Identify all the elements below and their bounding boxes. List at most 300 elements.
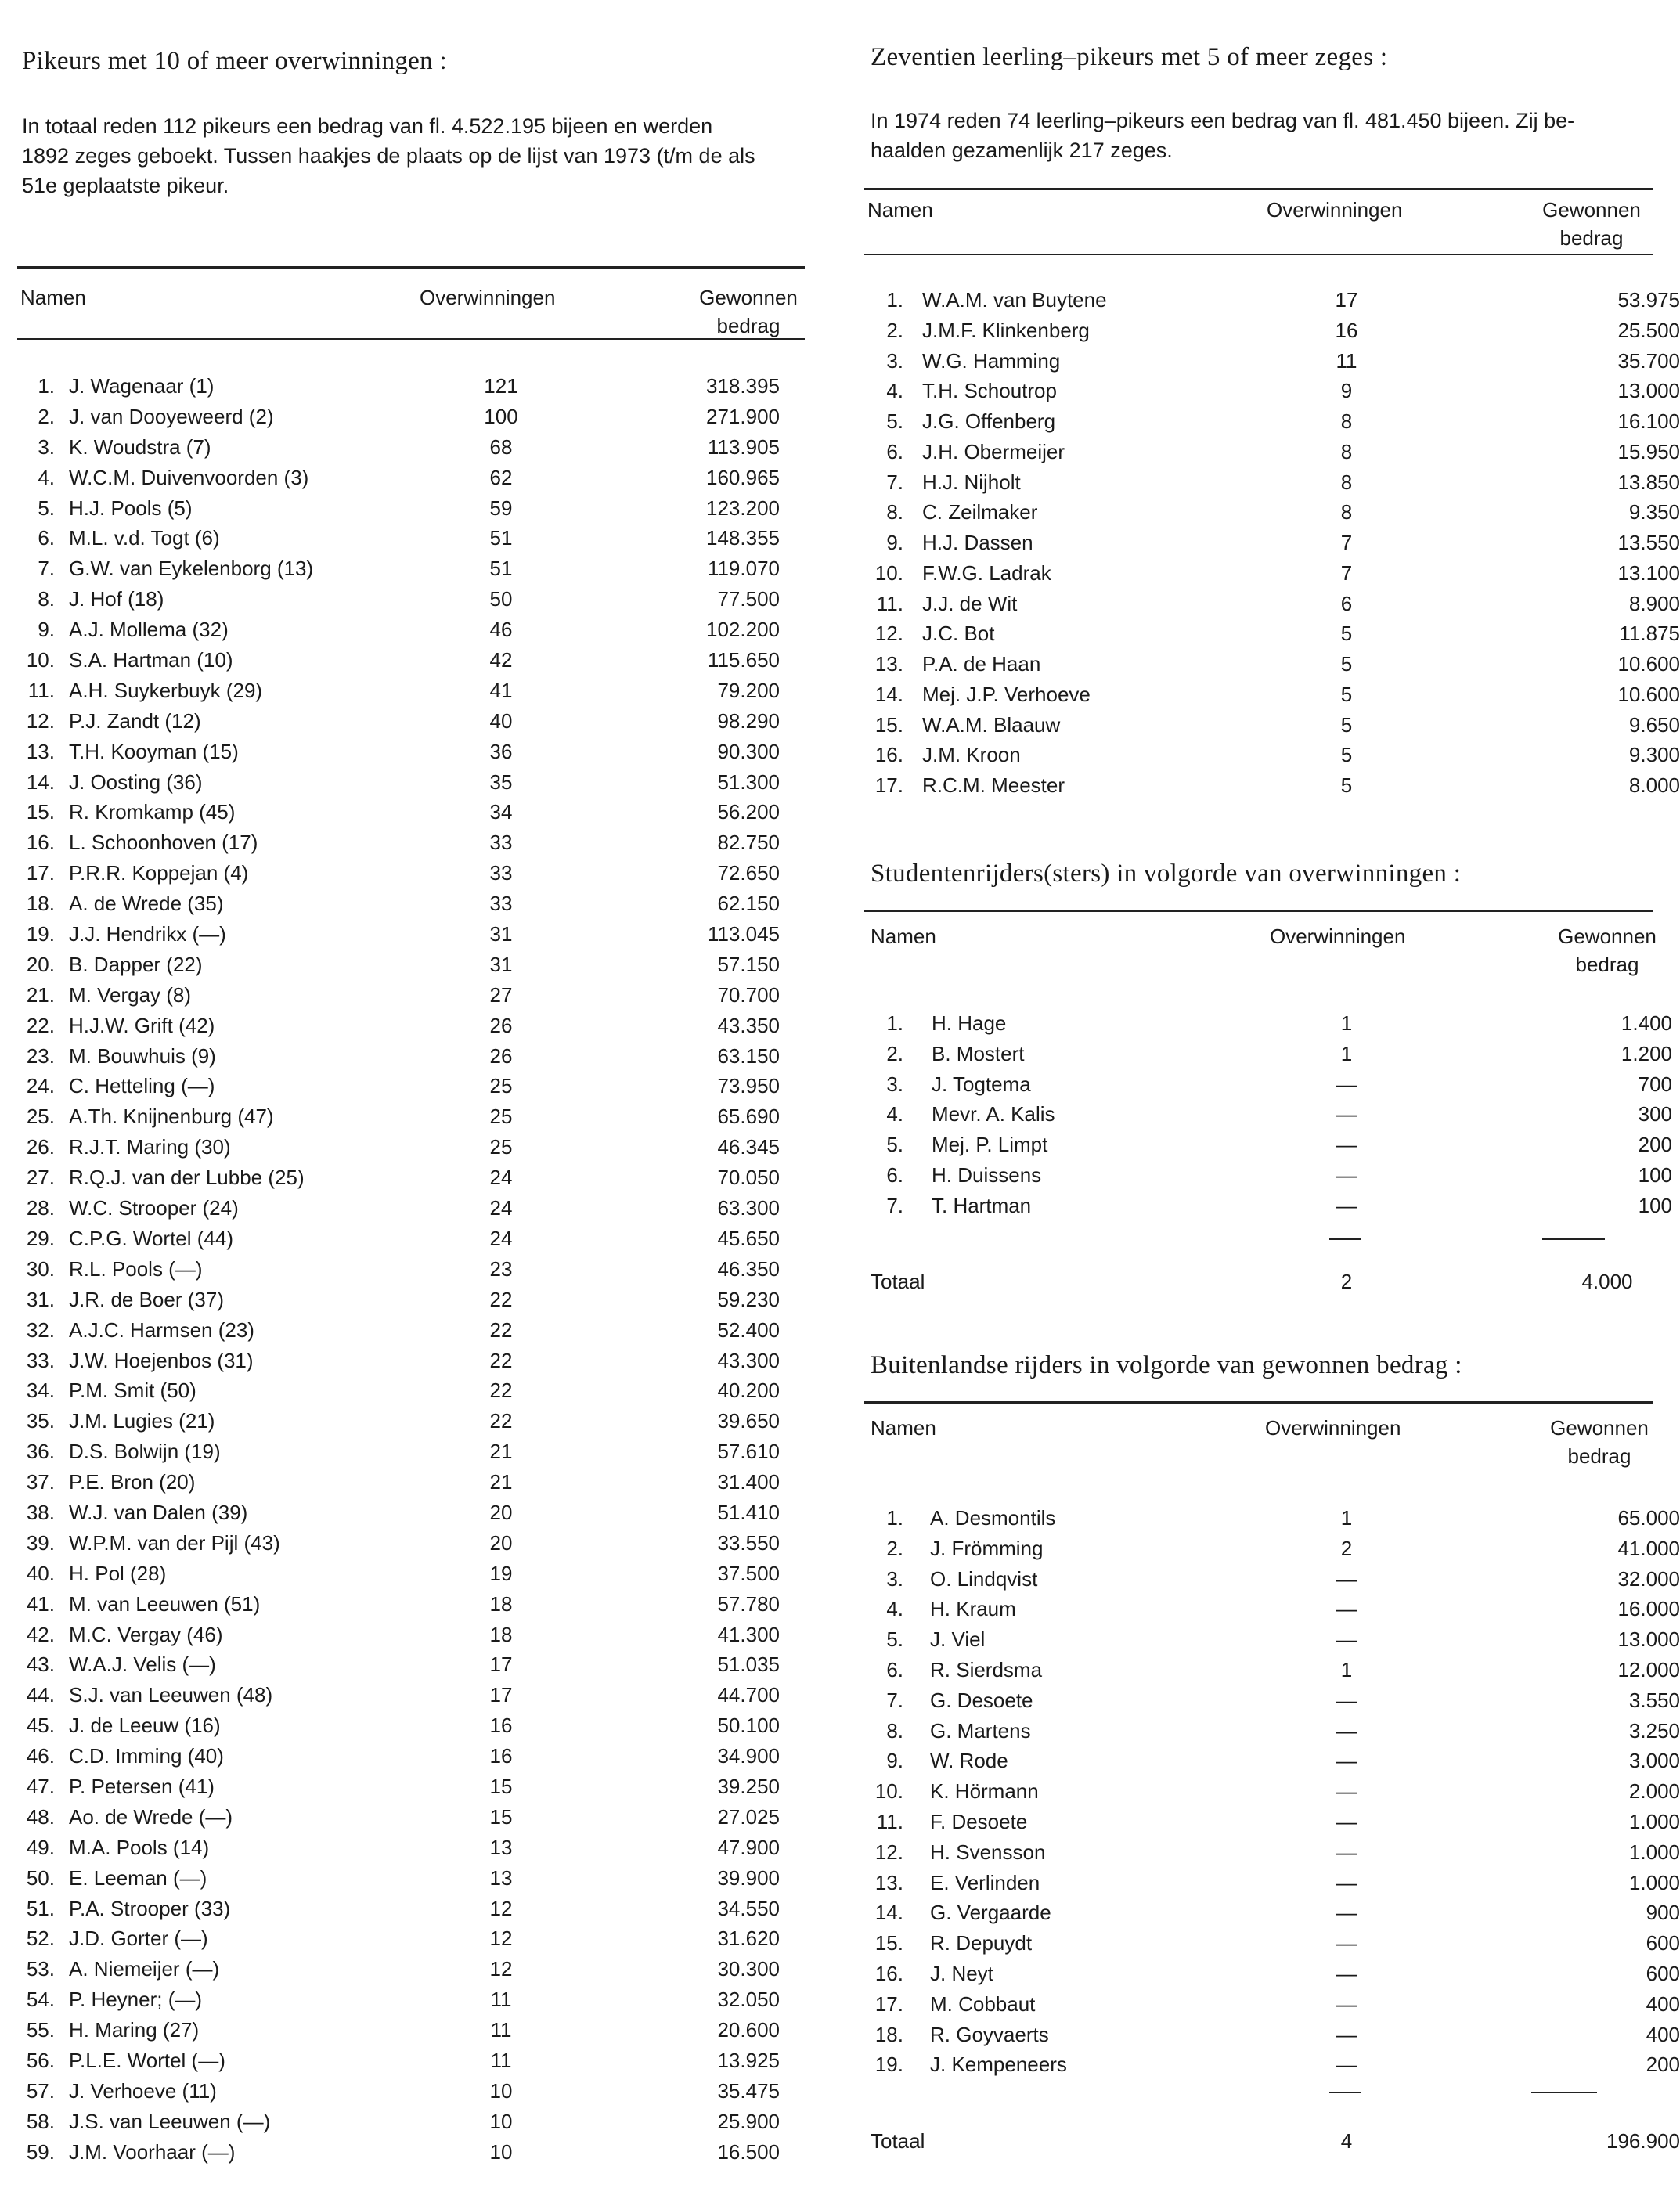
wins: 41 [489,678,513,702]
leerling-header-amount [1533,196,1650,252]
rider-name: P.E. Bron (20) [69,1470,196,1494]
wins: — [1336,2022,1357,2046]
table-row [0,861,814,892]
table-row [0,1683,814,1714]
amount: 3.250 [1628,1718,1680,1743]
table-row [853,1657,1680,1689]
wins: 25 [489,1105,513,1129]
table-row [853,743,1680,773]
rank: 43. [26,1653,55,1677]
table-row [0,405,814,435]
wins: 59 [489,496,513,520]
amount: 45.650 [717,1226,780,1250]
amount: 57.610 [717,1440,780,1464]
rank: 21. [26,982,55,1007]
amount: 31.620 [717,1926,780,1951]
amount: 1.000 [1628,1870,1680,1894]
rider-name: J. Kempeneers [930,2053,1067,2077]
rider-name: J.S. van Leeuwen (—) [69,2109,271,2133]
rider-name: H.J. Nijholt [922,470,1021,494]
buitenlandse-header-names: Namen [871,1416,936,1440]
wins: — [1336,1597,1357,1621]
rank: 7. [886,1688,903,1712]
studenten-header-amount [1548,922,1666,979]
table-row [0,831,814,861]
buitenlandse-total-label: Totaal [871,2129,925,2153]
rank: 26. [26,1135,55,1159]
table-row [0,1501,814,1531]
leerling-header-rule [864,188,1653,190]
table-row [853,379,1680,409]
wins: 9 [1340,379,1353,403]
table-row [0,2079,814,2110]
rider-name: W.C. Strooper (24) [69,1196,239,1220]
rider-name: J. de Leeuw (16) [69,1714,221,1738]
table-row [0,1288,814,1318]
wins: — [1336,1779,1357,1804]
wins: — [1336,1901,1357,1925]
rider-name: Mej. J.P. Verhoeve [922,682,1091,706]
rider-name: P.L.E. Wortel (—) [69,2048,225,2072]
header-wins: Overwinningen [420,286,556,309]
rider-name: M.A. Pools (14) [69,1835,210,1859]
rider-name: H. Svensson [930,1840,1046,1864]
pikeurs-intro [22,111,814,200]
amount: 44.700 [717,1683,780,1707]
table-row [0,1714,814,1744]
rider-name: A.H. Suykerbuyk (29) [69,678,263,702]
rank: 1. [886,1011,903,1035]
studenten-total-amount: 4.000 [1581,1270,1633,1293]
rider-name: J. Frömming [930,1536,1044,1560]
wins: — [1336,1991,1357,2016]
wins: 51 [489,526,513,550]
rider-name: Ao. de Wrede (—) [69,1804,233,1829]
table-row [853,1042,1671,1072]
rider-name: A. Desmontils [930,1506,1056,1530]
rider-name: J.M. Kroon [922,743,1021,767]
table-row [853,1809,1680,1840]
wins: 5 [1340,743,1353,767]
wins: 16 [489,1744,513,1768]
rider-name: W. Rode [930,1749,1008,1773]
rider-name: P.M. Smit (50) [69,1379,196,1403]
leerling-title: Zeventien leerling–pikeurs met 5 of meer zeges : [871,43,1388,71]
rider-name: R. Goyvaerts [930,2022,1049,2046]
pikeurs-intro-line-3: 51e geplaatste pikeur. [22,174,229,197]
wins: 36 [489,739,513,763]
rider-name: J.D. Gorter (—) [69,1926,208,1951]
leerling-intro-line-1: In 1974 reden 74 leerling–pikeurs een bedrag van fl. 481.450 bijeen. Zij be- [871,109,1575,132]
rank: 11. [876,1809,903,1833]
rank: 6. [38,526,55,550]
table-row [853,1566,1680,1598]
table-row [0,892,814,922]
wins: 20 [489,1530,513,1555]
wins: 17 [489,1683,513,1707]
rank: 10. [874,560,903,585]
leerling-intro [871,106,1671,165]
table-row [853,773,1680,804]
table-row [853,1102,1671,1133]
table-row [853,652,1680,683]
wins: 22 [489,1379,513,1403]
amount: 113.045 [707,922,780,946]
wins: 62 [489,465,513,489]
studenten-amount-sum-line [1542,1238,1605,1240]
wins: 6 [1340,591,1353,615]
rider-name: J.M. Lugies (21) [69,1409,215,1433]
amount: 700 [1638,1072,1672,1096]
table-row [0,1318,814,1349]
wins: 8 [1340,409,1353,433]
wins: 21 [489,1470,513,1494]
table-row [853,712,1680,744]
rider-name: W.A.M. Blaauw [922,712,1061,737]
table-row [853,409,1680,440]
rank: 2. [38,404,55,428]
table-row [853,439,1680,470]
wins: 8 [1340,500,1353,524]
table-row [0,1470,814,1501]
rank: 3. [886,348,903,373]
rider-name: J.C. Bot [922,622,995,646]
rank: 28. [26,1196,55,1220]
amount: 13.850 [1617,470,1680,494]
table-row [0,1623,814,1653]
amount: 102.200 [706,618,780,642]
rider-name: J. Hof (18) [69,587,164,611]
rank: 36. [26,1440,55,1464]
rank: 11. [876,591,903,615]
rank: 8. [38,587,55,611]
leerling-header-names: Namen [867,198,933,222]
rider-name: E. Leeman (—) [69,1865,207,1890]
rank: 4. [38,465,55,489]
amount: 35.700 [1617,348,1680,373]
amount: 31.400 [717,1470,780,1494]
rank: 7. [886,470,903,494]
rider-name: P.J. Zandt (12) [69,708,201,733]
rank: 29. [26,1226,55,1250]
rank: 32. [26,1317,55,1342]
rider-name: M. Vergay (8) [69,982,192,1007]
amount: 10.600 [1617,652,1680,676]
table-row [0,2110,814,2140]
rider-name: J. Verhoeve (11) [69,2078,217,2103]
amount: 300 [1638,1102,1672,1126]
rank: 2. [886,318,903,342]
rider-name: R.J.T. Maring (30) [69,1135,231,1159]
amount: 1.400 [1621,1011,1672,1035]
rider-name: P.R.R. Koppejan (4) [69,861,249,885]
table-row [853,1163,1671,1194]
table-row [853,531,1680,561]
rider-name: P.A. Strooper (33) [69,1896,231,1920]
wins: 25 [489,1135,513,1159]
wins: 5 [1340,622,1353,646]
table-row [853,1961,1680,1992]
amount: 12.000 [1617,1657,1680,1681]
leerling-title-block [871,43,1671,72]
rider-name: C. Hetteling (—) [69,1074,215,1098]
amount: 52.400 [717,1317,780,1342]
wins: — [1336,1961,1357,1985]
rider-name: A. Niemeijer (—) [69,1957,220,1981]
wins: 8 [1340,470,1353,494]
table-row [0,922,814,953]
amount: 33.550 [717,1530,780,1555]
rank: 13. [874,1870,903,1894]
rank: 19. [874,2053,903,2077]
rider-name: K. Woudstra (7) [69,434,211,459]
rider-name: R. Depuydt [930,1931,1033,1955]
amount: 41.000 [1617,1536,1680,1560]
table-row [0,435,814,466]
rider-name: G. Martens [930,1718,1031,1743]
table-row [853,560,1680,592]
rank: 41. [26,1591,55,1616]
amount: 119.070 [707,557,780,581]
rider-name: H. Pol (28) [69,1561,167,1585]
rank: 12. [26,708,55,733]
studenten-table-body [853,1011,1671,1224]
wins: 15 [489,1774,513,1798]
table-row [853,1718,1680,1750]
wins: 12 [489,1926,513,1951]
rank: 6. [886,1657,903,1681]
table-row [0,1074,814,1105]
rank: 30. [26,1256,55,1281]
pikeurs-header-bottom-rule [17,338,805,340]
rider-name: P. Heyner; (—) [69,1988,203,2012]
amount: 63.300 [717,1196,780,1220]
rank: 10. [874,1779,903,1804]
rank: 1. [38,374,55,398]
buitenlandse-wins-sum-line [1329,2092,1361,2093]
amount: 39.900 [717,1865,780,1890]
amount: 32.000 [1617,1566,1680,1591]
table-row [853,1688,1680,1719]
wins: 16 [489,1714,513,1738]
wins: 1 [1340,1506,1353,1530]
rider-name: J.G. Offenberg [922,409,1056,433]
amount: 600 [1646,1931,1680,1955]
table-row [0,618,814,648]
rank: 56. [26,2048,55,2072]
wins: 17 [1335,288,1358,312]
rank: 17. [874,773,903,797]
rank: 15. [26,800,55,824]
rank: 59. [26,2139,55,2164]
table-row [853,682,1680,713]
rank: 55. [26,2018,55,2042]
amount: 100 [1638,1162,1672,1187]
rank: 38. [26,1500,55,1524]
amount: 900 [1646,1901,1680,1925]
amount: 200 [1638,1133,1672,1157]
rank: 52. [26,1926,55,1951]
amount: 79.200 [717,678,780,702]
wins: 26 [489,1043,513,1068]
rank: 2. [886,1536,903,1560]
amount: 57.780 [717,1591,780,1616]
rider-name: H.J. Pools (5) [69,496,193,520]
rider-name: H. Kraum [930,1597,1016,1621]
rank: 53. [26,1957,55,1981]
pikeurs-header-rule [17,266,805,269]
table-row [0,2140,814,2171]
rank: 3. [38,434,55,459]
wins: 11 [1336,348,1357,373]
wins: 11 [490,2018,512,2042]
amount: 90.300 [717,739,780,763]
rank: 8. [886,500,903,524]
rank: 3. [886,1072,903,1096]
wins: 24 [489,1226,513,1250]
wins: 7 [1340,560,1353,585]
wins: 20 [489,1500,513,1524]
rank: 2. [886,1041,903,1065]
amount: 30.300 [717,1957,780,1981]
rider-name: J.M.F. Klinkenberg [922,318,1090,342]
rider-name: O. Lindqvist [930,1566,1038,1591]
rank: 14. [26,770,55,794]
rank: 48. [26,1804,55,1829]
wins: 22 [489,1317,513,1342]
amount: 123.200 [706,496,780,520]
amount: 62.150 [717,892,780,916]
rank: 4. [886,379,903,403]
table-row [0,1105,814,1135]
wins: 5 [1340,712,1353,737]
amount: 16.100 [1617,409,1680,433]
table-row [0,709,814,740]
rider-name: A.Th. Knijnenburg (47) [69,1105,274,1129]
amount: 46.345 [717,1135,780,1159]
amount: 98.290 [717,708,780,733]
wins: — [1336,1193,1357,1217]
rider-name: J. Oosting (36) [69,770,203,794]
leerling-table-body [853,288,1680,804]
amount: 3.000 [1628,1749,1680,1773]
table-row [0,1836,814,1866]
rider-name: B. Mostert [932,1041,1025,1065]
rank: 7. [38,557,55,581]
rider-name: P.A. de Haan [922,652,1041,676]
amount: 16.000 [1617,1597,1680,1621]
table-row [0,374,814,405]
wins: 100 [484,404,518,428]
table-row [0,1014,814,1044]
wins: 19 [489,1561,513,1585]
rank: 8. [886,1718,903,1743]
amount: 53.975 [1617,288,1680,312]
rank: 9. [886,1749,903,1773]
rank: 16. [874,1961,903,1985]
rank: 10. [26,648,55,672]
wins: 12 [489,1957,513,1981]
amount: 34.900 [717,1744,780,1768]
amount: 148.355 [706,526,780,550]
studenten-header-rule [864,910,1653,912]
rank: 22. [26,1013,55,1037]
table-row [853,1779,1680,1810]
wins: 18 [489,1591,513,1616]
wins: 46 [489,618,513,642]
rider-name: Mevr. A. Kalis [932,1102,1055,1126]
amount: 400 [1646,2022,1680,2046]
rider-name: K. Hörmann [930,1779,1039,1804]
leerling-header-amount-line-1: Gewonnen [1542,198,1641,222]
rank: 12. [874,1840,903,1864]
table-row [853,591,1680,622]
table-row [0,1988,814,2018]
table-row [853,318,1680,349]
pikeurs-table-header [20,283,805,352]
buitenlandse-header-amount-line-2: bedrag [1567,1444,1631,1468]
rider-name: R. Sierdsma [930,1657,1043,1681]
rank: 18. [26,892,55,916]
rider-name: Mej. P. Limpt [932,1133,1048,1157]
rider-name: H.J. Dassen [922,531,1033,554]
wins: 10 [489,2139,513,2164]
table-row [0,1196,814,1227]
rider-name: J. Wagenaar (1) [69,374,215,398]
rank: 15. [874,712,903,737]
rider-name: G. Vergaarde [930,1901,1051,1925]
rank: 45. [26,1714,55,1738]
amount: 43.300 [717,1348,780,1372]
rider-name: H.J.W. Grift (42) [69,1013,215,1037]
pikeurs-title: Pikeurs met 10 of meer overwinningen : [22,47,447,75]
amount: 25.500 [1617,318,1680,342]
amount: 43.350 [717,1013,780,1037]
wins: — [1336,1072,1357,1096]
rider-name: W.J. van Dalen (39) [69,1500,248,1524]
table-row [853,1011,1671,1042]
table-row [0,1257,814,1288]
amount: 73.950 [717,1074,780,1098]
rank: 33. [26,1348,55,1372]
table-row [0,496,814,527]
table-row [0,557,814,587]
amount: 13.100 [1617,560,1680,585]
wins: 10 [489,2078,513,2103]
rank: 13. [26,739,55,763]
wins: 40 [489,708,513,733]
wins: 5 [1340,773,1353,797]
table-row [0,587,814,618]
rider-name: A.J.C. Harmsen (23) [69,1317,254,1342]
studenten-header-wins: Overwinningen [1270,924,1406,948]
table-row [853,1931,1680,1962]
rider-name: L. Schoonhoven (17) [69,831,258,855]
table-row [0,1866,814,1897]
wins: 5 [1340,682,1353,706]
rider-name: W.C.M. Duivenvoorden (3) [69,465,309,489]
rider-name: W.G. Hamming [922,348,1061,373]
rider-name: S.A. Hartman (10) [69,648,233,672]
wins: 10 [489,2109,513,2133]
rank: 13. [874,652,903,676]
rider-name: R.C.M. Meester [922,773,1065,797]
rider-name: J. Togtema [932,1072,1031,1096]
table-row [853,348,1680,380]
buitenlandse-header-amount-line-1: Gewonnen [1550,1416,1649,1440]
rank: 5. [38,496,55,520]
table-row [0,1957,814,1988]
